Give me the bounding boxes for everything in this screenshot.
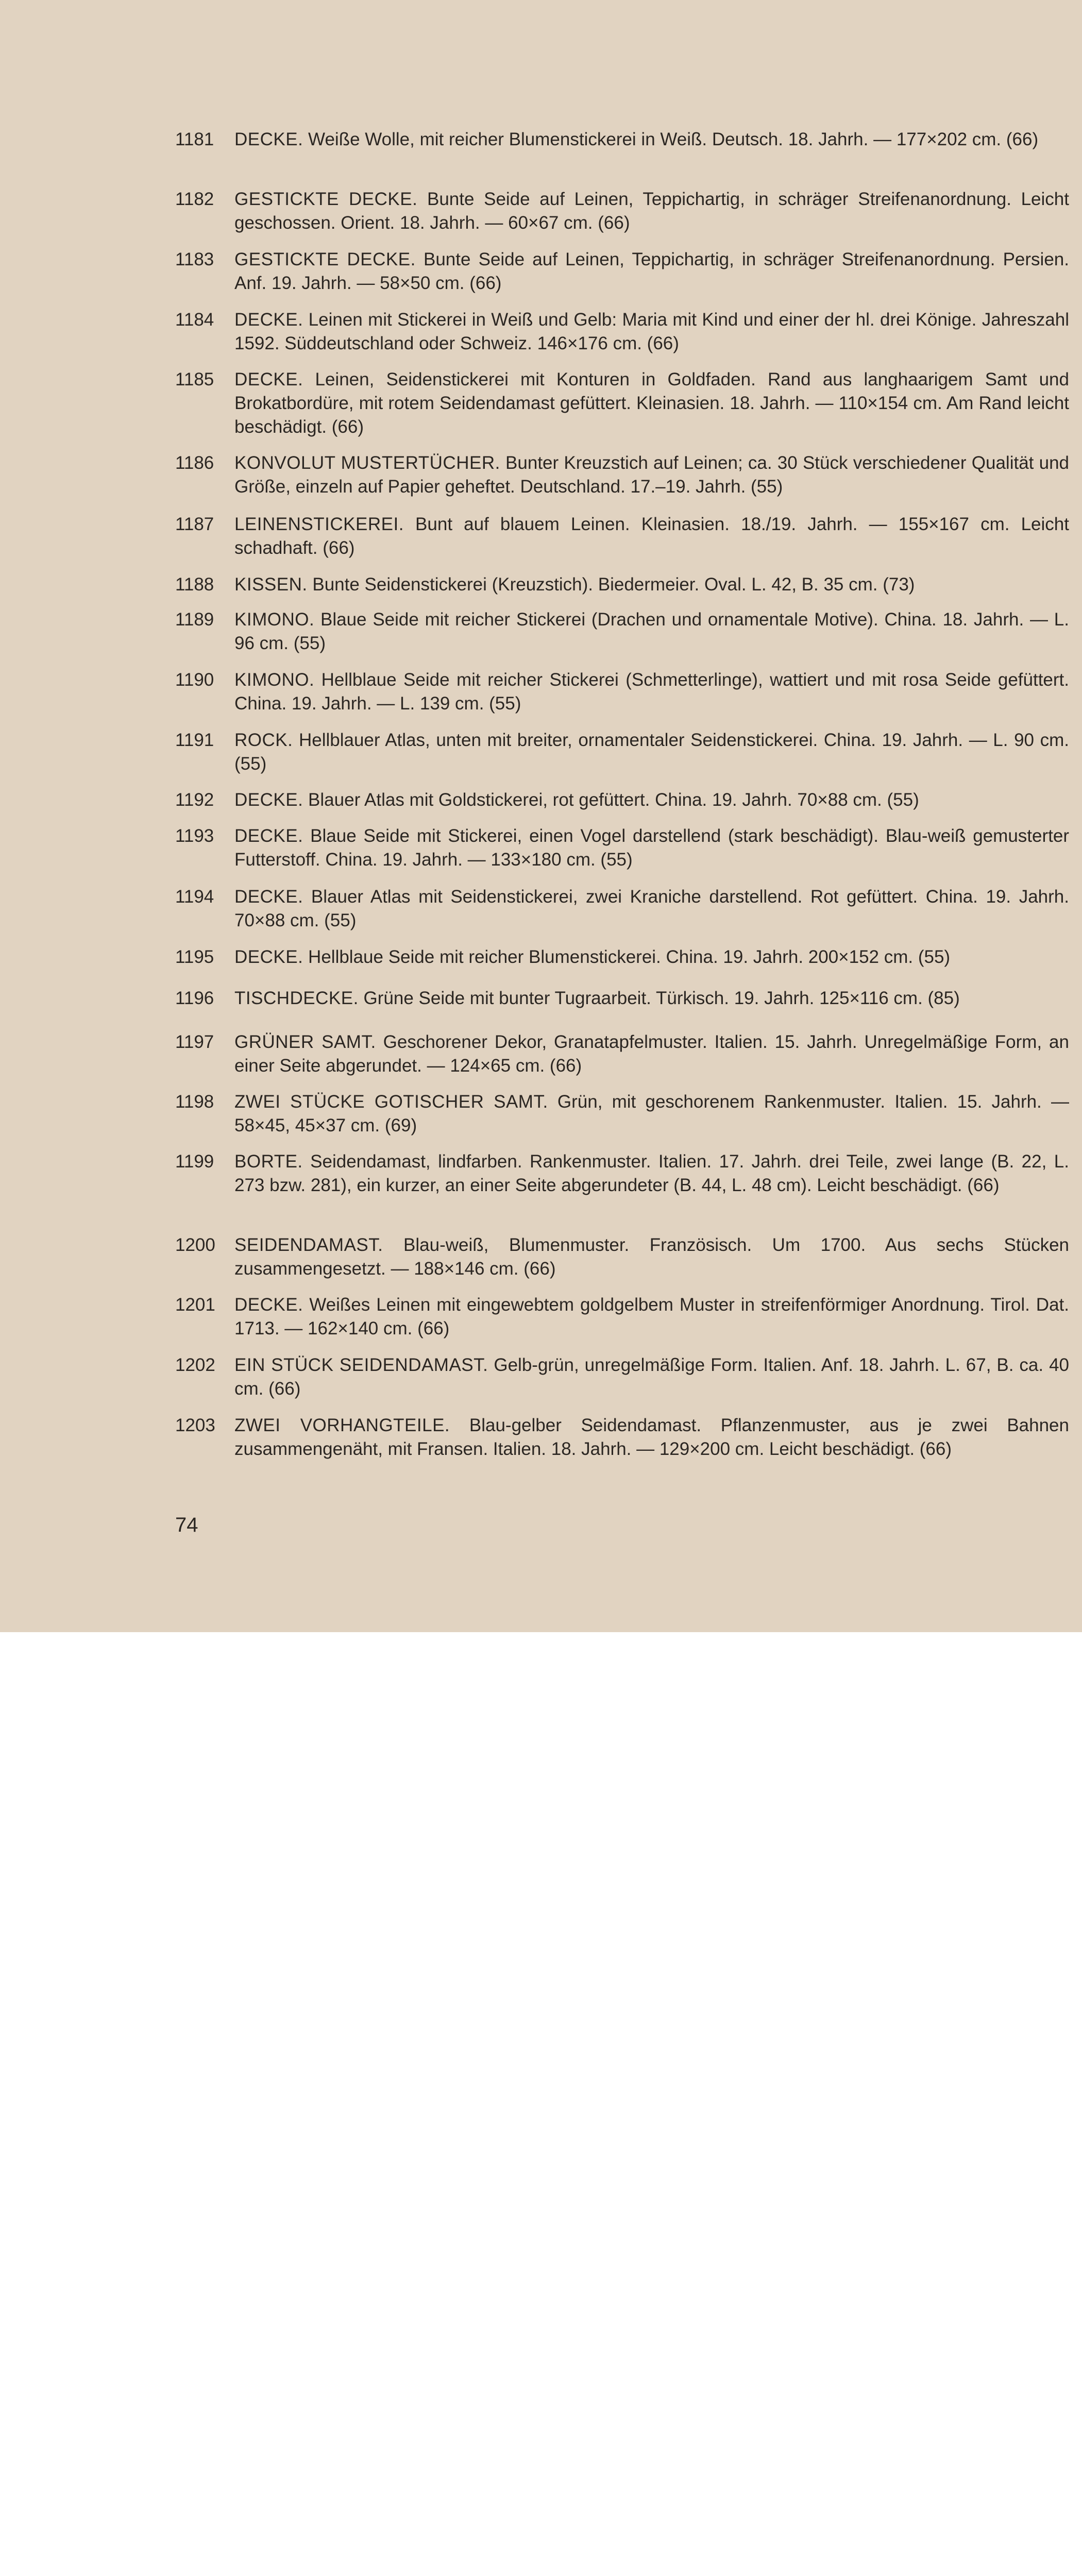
lot-number: 1182 xyxy=(175,189,214,209)
entry-text xyxy=(234,248,1069,295)
entry-description: Grüne Seide mit bunter Tugraarbeit. Türkisch. 19. Jahrh. 125×116 cm. (85) xyxy=(363,988,960,1008)
catalog-entry xyxy=(175,608,1072,655)
entry-heading: KONVOLUT MUSTERTÜCHER. xyxy=(234,453,500,473)
entry-description: Bunt auf blauem Leinen. Kleinasien. 18./19. Jahrh. — 155×167 cm. Leicht schadhaft. (66) xyxy=(234,514,1069,558)
entry-text xyxy=(234,945,1069,969)
entry-text xyxy=(234,987,1069,1010)
catalog-entry xyxy=(175,308,1072,355)
lot-number: 1187 xyxy=(175,514,214,534)
entry-text xyxy=(234,308,1069,355)
entry-heading: KIMONO. xyxy=(234,670,315,690)
catalog-entry xyxy=(175,1293,1072,1341)
lot-number: 1201 xyxy=(175,1295,215,1315)
entry-description: Weißes Leinen mit eingewebtem goldgelbem Muster in streifenförmiger Anordnung. Tirol. Dat. 1713. — 162×140 cm. (66) xyxy=(234,1295,1069,1338)
lot-number: 1190 xyxy=(175,670,214,690)
entry-description: Geschorener Dekor, Granatapfelmuster. Italien. 15. Jahrh. Unregelmäßige Form, an einer Seite abgerundet. — 124×65 cm. (66) xyxy=(234,1032,1069,1076)
entry-heading: SEIDENDAMAST. xyxy=(234,1235,383,1255)
entry-heading: DECKE. xyxy=(234,369,303,389)
entry-description: Hellblauer Atlas, unten mit breiter, ornamentaler Seidenstickerei. China. 19. Jahrh. — L. 90 cm. (55) xyxy=(234,730,1069,774)
lot-number: 1183 xyxy=(175,249,214,269)
entry-heading: DECKE. xyxy=(234,887,303,907)
entry-text xyxy=(234,573,1069,597)
catalog-entry xyxy=(175,945,1072,969)
lot-number: 1194 xyxy=(175,887,214,907)
lot-number: 1181 xyxy=(175,129,214,149)
lot-number: 1186 xyxy=(175,453,214,473)
catalog-entry xyxy=(175,824,1072,872)
entry-heading: KISSEN. xyxy=(234,574,308,595)
entry-text xyxy=(234,1090,1069,1138)
lot-number: 1192 xyxy=(175,790,214,810)
entry-text xyxy=(234,513,1069,560)
lot-number: 1200 xyxy=(175,1235,215,1255)
entry-description: Weiße Wolle, mit reicher Blumenstickerei in Weiß. Deutsch. 18. Jahrh. — 177×202 cm. (66) xyxy=(308,129,1039,149)
entry-description: Leinen, Seidenstickerei mit Konturen in Goldfaden. Rand aus langhaarigem Samt und Brokatbordüre, mit rotem Seidendamast gefüttert. Kleinasien. 18. Jahrh. — 110×154 cm. Am Rand leicht beschädigt. (66) xyxy=(234,369,1069,437)
entry-heading: BORTE. xyxy=(234,1151,303,1172)
catalog-entry xyxy=(175,451,1072,499)
entry-description: Hellblaue Seide mit reicher Stickerei (Schmetterlinge), wattiert und mit rosa Seide gefüttert. China. 19. Jahrh. — L. 139 cm. (55) xyxy=(234,670,1069,714)
lot-number: 1202 xyxy=(175,1355,215,1375)
entry-text xyxy=(234,1150,1069,1197)
entry-text xyxy=(234,608,1069,655)
entry-heading: DECKE. xyxy=(234,790,303,810)
catalog-entry xyxy=(175,368,1072,439)
entry-description: Blau-gelber Seidendamast. Pflanzenmuster, aus je zwei Bahnen zusammengenäht, mit Fransen. Italien. 18. Jahrh. — 129×200 cm. Leicht beschädigt. (66) xyxy=(234,1415,1069,1459)
entry-heading: TISCHDECKE. xyxy=(234,988,359,1008)
catalog-entry xyxy=(175,1150,1072,1197)
entry-description: Bunte Seidenstickerei (Kreuzstich). Biedermeier. Oval. L. 42, B. 35 cm. (73) xyxy=(312,574,915,595)
entry-heading: DECKE. xyxy=(234,947,303,967)
lot-number: 1199 xyxy=(175,1151,214,1172)
entry-description: Gelb-grün, unregelmäßige Form. Italien. Anf. 18. Jahrh. L. 67, B. ca. 40 cm. (66) xyxy=(234,1355,1069,1399)
entry-description: Hellblaue Seide mit reicher Blumenstickerei. China. 19. Jahrh. 200×152 cm. (55) xyxy=(308,947,951,967)
lot-number: 1203 xyxy=(175,1415,215,1435)
lot-number: 1189 xyxy=(175,609,214,630)
entry-heading: DECKE. xyxy=(234,129,303,149)
entry-heading: DECKE. xyxy=(234,1295,303,1315)
lot-number: 1184 xyxy=(175,310,214,330)
viewer-footer xyxy=(0,1632,1082,1714)
entry-text xyxy=(234,668,1069,716)
entry-description: Seidendamast, lindfarben. Rankenmuster. Italien. 17. Jahrh. drei Teile, zwei lange (B. 22, L. 273 bzw. 281), ein kurzer, an einer Seite abgerundeter (B. 44, L. 48 cm). Leicht beschädigt. (66) xyxy=(234,1151,1069,1195)
catalog-entry xyxy=(175,248,1072,295)
entry-description: Blau-weiß, Blumenmuster. Französisch. Um 1700. Aus sechs Stücken zusammengesetzt. — 188×146 cm. (66) xyxy=(234,1235,1069,1279)
entry-text xyxy=(234,885,1069,933)
entry-text xyxy=(234,1293,1069,1341)
lot-number: 1191 xyxy=(175,730,214,750)
entry-text xyxy=(234,788,1069,812)
catalog-entry xyxy=(175,668,1072,716)
entry-text xyxy=(234,1414,1069,1461)
lot-number: 1197 xyxy=(175,1032,214,1052)
catalog-entry xyxy=(175,1353,1072,1401)
lot-number: 1193 xyxy=(175,826,214,846)
page-number: 74 xyxy=(175,1514,198,1536)
entry-text xyxy=(234,1233,1069,1281)
lot-number: 1188 xyxy=(175,574,214,595)
entry-description: Bunter Kreuzstich auf Leinen; ca. 30 Stück verschiedener Qualität und Größe, einzeln auf Papier geheftet. Deutschland. 17.–19. Jahrh. (55) xyxy=(234,453,1069,497)
catalog-entry xyxy=(175,128,1072,151)
lot-number: 1195 xyxy=(175,947,214,967)
entry-text xyxy=(234,1030,1069,1078)
catalog-entry xyxy=(175,885,1072,933)
lot-number: 1196 xyxy=(175,988,214,1008)
entry-heading: LEINENSTICKEREI. xyxy=(234,514,404,534)
entry-heading: DECKE. xyxy=(234,310,303,330)
entry-text xyxy=(234,728,1069,776)
entry-description: Grün, mit geschorenem Rankenmuster. Italien. 15. Jahrh. — 58×45, 45×37 cm. (69) xyxy=(234,1092,1069,1136)
catalog-entry xyxy=(175,1030,1072,1078)
entry-description: Blauer Atlas mit Seidenstickerei, zwei Kraniche darstellend. Rot gefüttert. China. 19. Jahrh. 70×88 cm. (55) xyxy=(234,887,1069,930)
entry-text xyxy=(234,451,1069,499)
catalog-entry xyxy=(175,987,1072,1010)
entry-text xyxy=(234,824,1069,872)
catalog-entry xyxy=(175,188,1072,235)
entry-description: Blauer Atlas mit Goldstickerei, rot gefüttert. China. 19. Jahrh. 70×88 cm. (55) xyxy=(308,790,919,810)
lot-number: 1185 xyxy=(175,369,214,389)
entry-heading: ZWEI STÜCKE GOTISCHER SAMT. xyxy=(234,1092,548,1112)
entry-heading: GESTICKTE DECKE. xyxy=(234,249,416,269)
entry-description: Blaue Seide mit reicher Stickerei (Drachen und ornamentale Motive). China. 18. Jahrh. — L. 96 cm. (55) xyxy=(234,609,1069,653)
catalog-entry xyxy=(175,788,1072,812)
entry-heading: EIN STÜCK SEIDENDAMAST. xyxy=(234,1355,488,1375)
entry-text xyxy=(234,188,1069,235)
catalog-entry xyxy=(175,1414,1072,1461)
entry-heading: ZWEI VORHANGTEILE. xyxy=(234,1415,450,1435)
entry-description: Bunte Seide auf Leinen, Teppichartig, in schräger Streifenanordnung. Leicht geschossen. Orient. 18. Jahrh. — 60×67 cm. (66) xyxy=(234,189,1069,233)
entry-heading: DECKE. xyxy=(234,826,303,846)
entry-text xyxy=(234,368,1069,439)
entry-description: Blaue Seide mit Stickerei, einen Vogel darstellend (stark beschädigt). Blau-weiß gemusterter Futterstoff. China. 19. Jahrh. — 133×180 cm. (55) xyxy=(234,826,1069,870)
lot-number: 1198 xyxy=(175,1092,214,1112)
entry-heading: ROCK. xyxy=(234,730,293,750)
entry-heading: GESTICKTE DECKE. xyxy=(234,189,418,209)
catalog-entry xyxy=(175,573,1072,597)
entry-text xyxy=(234,1353,1069,1401)
entry-heading: KIMONO. xyxy=(234,609,315,630)
entry-text xyxy=(234,128,1069,151)
catalog-entry xyxy=(175,728,1072,776)
catalog-entry xyxy=(175,1090,1072,1138)
catalog-entry xyxy=(175,513,1072,560)
entry-description: Bunte Seide auf Leinen, Teppichartig, in schräger Streifenanordnung. Persien. Anf. 19. Jahrh. — 58×50 cm. (66) xyxy=(234,249,1069,293)
entry-description: Leinen mit Stickerei in Weiß und Gelb: Maria mit Kind und einer der hl. drei Könige. Jahreszahl 1592. Süddeutschland oder Schweiz. 146×176 cm. (66) xyxy=(234,310,1069,353)
catalog-entry xyxy=(175,1233,1072,1281)
entry-heading: GRÜNER SAMT. xyxy=(234,1032,376,1052)
